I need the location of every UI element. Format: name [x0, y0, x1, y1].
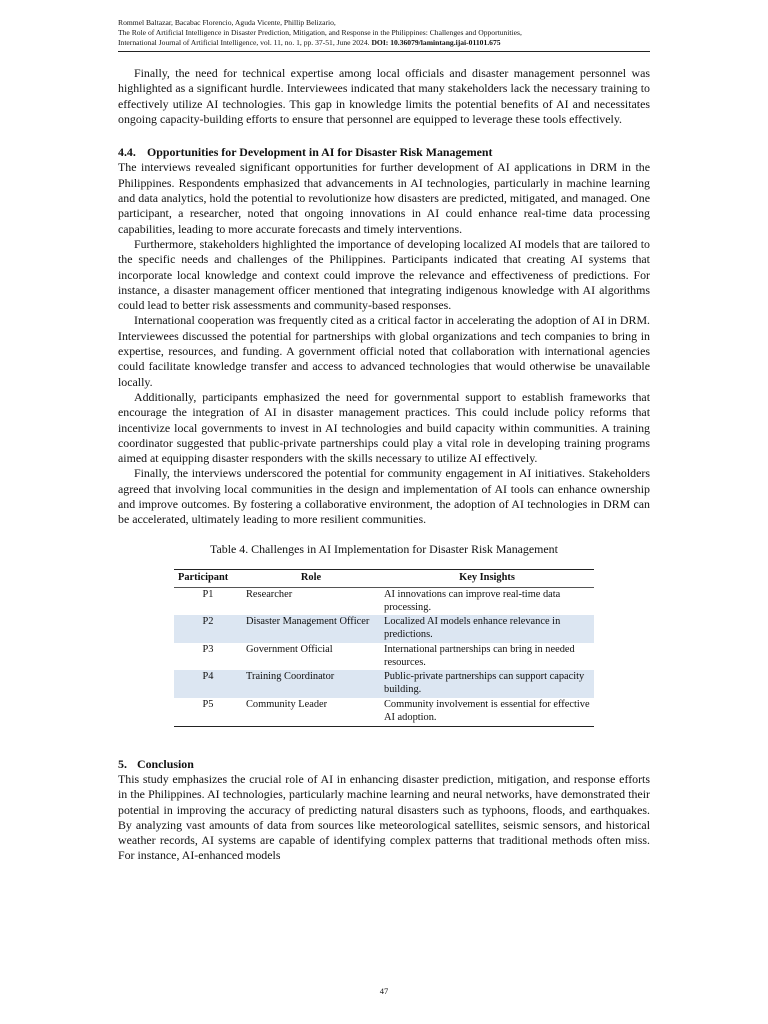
cell-insight: AI innovations can improve real-time data processing. [384, 588, 561, 613]
paragraph: Finally, the interviews underscored the potential for community engagement in AI initiatives. Stakeholders agreed that involving local communities in the design and implementation of AI tools can enhance ownership and improve outcomes. By fostering a collaborative environment, the adoption of AI technologies in DRM can be accelerated, ultimately leading to more resilient communities. [118, 466, 650, 527]
table-header-row [174, 569, 594, 587]
cell-insight: Localized AI models enhance relevance in predictions. [380, 615, 594, 643]
cell-role: Government Official [246, 643, 333, 655]
running-header [118, 18, 650, 52]
cell-participant: P3 [202, 643, 214, 655]
column-header-role: Role [242, 569, 380, 587]
cell-role: Disaster Management Officer [242, 615, 380, 643]
cell-insight: Public-private partnerships can support capacity building. [380, 670, 594, 698]
page-body [118, 66, 650, 864]
paragraph: This study emphasizes the crucial role of AI in enhancing disaster prediction, mitigation, and response efforts in the Philippines. AI technologies, particularly machine learning and neural networks, have demonstrated their potential in improving the accuracy of predicting natural disasters such as typhoons, floods, and earthquakes. By analyzing vast amounts of data from sources like meteorological satellites, seismic sensors, and historical weather records, AI systems are capable of identifying complex patterns that traditional methods often miss. For instance, AI-enhanced models [118, 771, 650, 863]
header-authors: Rommel Baltazar, Bacabac Florencio, Aguda Vicente, Phillip Belizario, [118, 18, 336, 27]
paragraph: The interviews revealed significant opportunities for further development of AI applications in DRM in the Philippines. Respondents emphasized that advancements in AI technologies, particularly in machine learning and data analytics, hold the potential to revolutionize how disasters are predicted, mitigated, and managed. One participant, a researcher, noted that ongoing innovations in AI could enhance real-time data processing capabilities, leading to more accurate forecasts and timely interventions. [118, 160, 650, 236]
paragraph: International cooperation was frequently cited as a critical factor in accelerating the adoption of AI in DRM. Interviewees discussed the potential for partnerships with global organizations and tech companies to bring in expertise, resources, and funding. A government official noted that collaboration with international agencies could facilitate knowledge transfer and access to advanced technologies that would otherwise be unavailable locally. [118, 313, 650, 389]
header-title: The Role of Artificial Intelligence in Disaster Prediction, Mitigation, and Response in the Philippines: Challenges and Opportunities, [118, 28, 522, 38]
table-row [174, 698, 594, 726]
section-number: 5. [118, 756, 127, 771]
table-row [174, 670, 594, 698]
column-header-participant: Participant [174, 569, 242, 587]
header-doi: DOI: 10.36079/lamintang.ijai-01101.675 [371, 38, 501, 48]
table-challenges [174, 569, 594, 727]
paragraph: Finally, the need for technical expertise among local officials and disaster management personnel was highlighted as a significant hurdle. Interviewees indicated that many stakeholders lack the necessary training to effectively utilize AI technologies. This gap in knowledge limits the potential benefits of AI and necessitates ongoing capacity-building efforts to ensure that personnel are equipped to leverage these tools effectively. [118, 66, 650, 126]
table-caption: Table 4. Challenges in AI Implementation for Disaster Risk Management [210, 541, 558, 556]
paragraph: Additionally, participants emphasized the need for governmental support to establish frameworks that encourage the integration of AI in disaster management practices. This could include policy reforms that incentivize local governments to invest in AI technologies and build capacity within communities. A training coordinator suggested that public-private partnerships could play a vital role in developing training programs aimed at equipping disaster responders with the skills necessary to utilize AI effectively. [118, 389, 650, 466]
cell-insight: International partnerships can bring in needed resources. [384, 643, 575, 668]
header-journal: International Journal of Artificial Intelligence, vol. 11, no. 1, pp. 37-51, June 2024. [118, 38, 370, 48]
cell-role: Community Leader [242, 698, 380, 726]
paragraph: Furthermore, stakeholders highlighted the importance of developing localized AI models that are tailored to the specific needs and challenges of the Philippines. Participants indicated that creating AI systems that incorporate local knowledge and context could improve the relevance and effectiveness of predictions. For instance, a disaster management officer mentioned that integrating indigenous knowledge with AI algorithms could lead to better risk assessments and community-based responses. [118, 236, 650, 313]
table-row [174, 615, 594, 643]
cell-insight: Community involvement is essential for effective AI adoption. [380, 698, 594, 726]
section-number: 4.4. [118, 145, 136, 160]
table-row [174, 587, 594, 615]
table-row [174, 643, 594, 671]
column-header-key-insights: Key Insights [380, 569, 594, 587]
section-title: Opportunities for Development in AI for Disaster Risk Management [146, 145, 493, 160]
cell-role: Researcher [246, 588, 293, 600]
header-rule [118, 51, 650, 52]
page-number: 47 [379, 986, 389, 996]
cell-participant: P5 [174, 698, 242, 726]
header-journal-line [118, 38, 650, 48]
cell-participant: P4 [174, 670, 242, 698]
section-heading-4-4 [118, 145, 650, 160]
section-title: Conclusion [136, 756, 194, 771]
cell-role: Training Coordinator [242, 670, 380, 698]
section-heading-5 [118, 757, 650, 772]
cell-participant: P2 [174, 615, 242, 643]
cell-participant: P1 [202, 588, 214, 600]
